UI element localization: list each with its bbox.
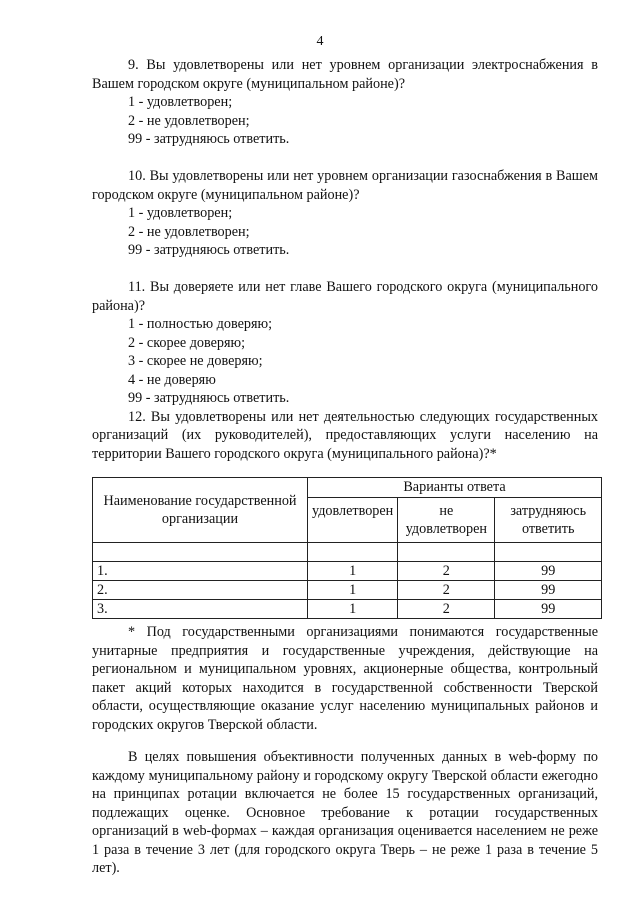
answer-option: 2 - не удовлетворен; <box>128 223 250 240</box>
cell-hard-to-answer: 99 <box>495 562 602 581</box>
column-header-satisfied: удовлетворен <box>308 498 398 543</box>
closing-paragraph: В целях повышения объективности полученных данных в web-форму по каждому муниципальному району и городскому округу Тверской области ежегодно на принципах ротации включается не более 15 государственных организаций, подлежащих оценке. Основное требование к ротации государственных организаций в web-формах – каждая организация оценивается населением не реже 1 раза в течение 3 лет (для городского округа Тверь – не реже 1 раза в течение 5 лет). <box>92 749 598 876</box>
question-11 <box>92 278 598 408</box>
cell-not-satisfied: 2 <box>398 600 495 619</box>
question-text: 10. Вы удовлетворены или нет уровнем организации газоснабжения в Вашем городском округе (муниципальном районе)? <box>92 168 598 203</box>
table-cell <box>398 543 495 562</box>
answer-option: 99 - затрудняюсь ответить. <box>128 131 290 147</box>
answer-option: 2 - не удовлетворен; <box>128 112 250 129</box>
question-10 <box>92 167 598 260</box>
question-text: 11. Вы доверяете или нет главе Вашего городского округа (муниципального района)? <box>92 279 598 314</box>
question-9 <box>92 56 598 149</box>
table-row <box>93 581 602 600</box>
row-number: 1. <box>93 562 308 581</box>
table-cell <box>93 543 308 562</box>
organizations-table <box>92 477 602 619</box>
answer-option: 1 - полностью доверяю; <box>128 316 273 332</box>
document-body <box>92 56 598 878</box>
row-number: 2. <box>93 581 308 600</box>
row-number: 3. <box>93 600 308 619</box>
table-row <box>93 600 602 619</box>
answer-option: 99 - затрудняюсь ответить. <box>128 390 290 406</box>
page-number: 4 <box>316 34 324 49</box>
spacer <box>92 149 598 168</box>
cell-satisfied: 1 <box>308 562 398 581</box>
answer-option: 99 - затрудняюсь ответить. <box>128 242 290 258</box>
table-row <box>93 562 602 581</box>
spacer <box>92 734 598 748</box>
column-header-name: Наименование государственной организации <box>93 478 308 543</box>
column-group-header: Варианты ответа <box>308 478 602 498</box>
cell-not-satisfied: 2 <box>398 581 495 600</box>
spacer <box>92 260 598 279</box>
answer-option: 2 - скорее доверяю; <box>128 334 246 351</box>
column-header-hard-to-answer: затрудняюсь ответить <box>495 498 602 543</box>
answer-option: 1 - удовлетворен; <box>128 205 233 221</box>
cell-satisfied: 1 <box>308 600 398 619</box>
table-cell <box>495 543 602 562</box>
answer-option: 1 - удовлетворен; <box>128 94 233 110</box>
cell-hard-to-answer: 99 <box>495 581 602 600</box>
table-blank-row <box>93 543 602 562</box>
cell-not-satisfied: 2 <box>398 562 495 581</box>
column-header-not-satisfied: не удовлетворен <box>398 498 495 543</box>
question-text: 9. Вы удовлетворены или нет уровнем организации электроснабжения в Вашем городском округе (муниципальном районе)? <box>92 57 598 92</box>
table-cell <box>308 543 398 562</box>
question-text: 12. Вы удовлетворены или нет деятельностью следующих государственных организаций (их руководителей), предоставляющих услуги населению на территории Вашего городского округа (муниципального района)?* <box>92 408 598 462</box>
answer-option: 4 - не доверяю <box>128 371 216 388</box>
cell-satisfied: 1 <box>308 581 398 600</box>
cell-hard-to-answer: 99 <box>495 600 602 619</box>
footnote: * Под государственными организациями понимаются государственные унитарные предприятия и государственные учреждения, действующие на региональном и муниципальном уровнях, акционерные общества, контрольный пакет акций которых находится в государственной собственности Тверской области, осуществляющие оказание услуг населению муниципальных районов и городских округов Тверской области. <box>92 624 598 733</box>
answer-option: 3 - скорее не доверяю; <box>128 353 263 369</box>
question-12 <box>92 408 598 464</box>
